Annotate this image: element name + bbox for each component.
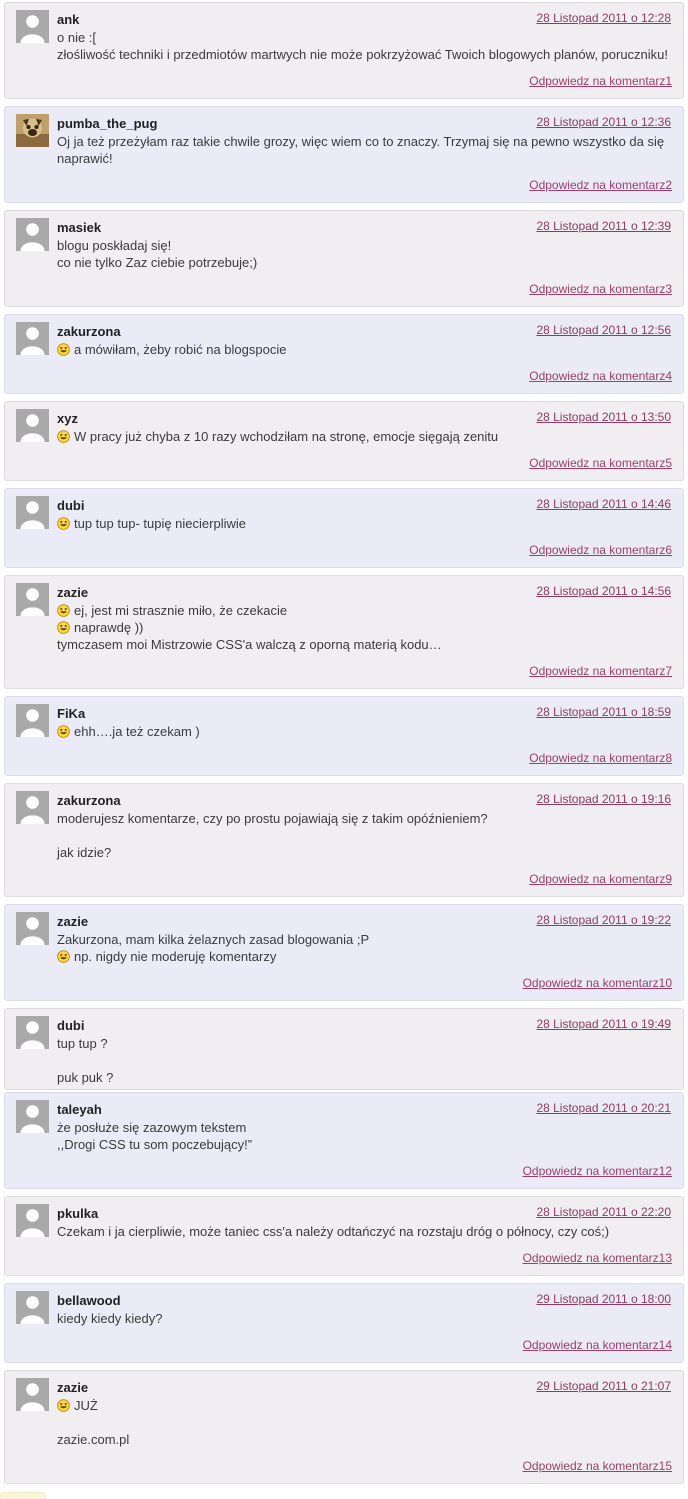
reply-link[interactable]: Odpowiedz na komentarz2 bbox=[529, 178, 672, 192]
person-silhouette-icon bbox=[16, 1016, 49, 1049]
comment bbox=[4, 106, 684, 203]
comment-author: zazie bbox=[57, 585, 89, 600]
comment bbox=[4, 488, 684, 568]
comment-author: pumba_the_pug bbox=[57, 116, 158, 131]
comment-author: pkulka bbox=[57, 1206, 99, 1221]
avatar bbox=[16, 322, 49, 355]
comment-date-link[interactable]: 28 Listopad 2011 o 20:21 bbox=[536, 1101, 671, 1115]
comment-line bbox=[57, 827, 672, 844]
pug-avatar-image bbox=[16, 114, 49, 147]
comment-line-text: Oj ja też przeżyłam raz takie chwile grozy, więc wiem co to znaczy. Trzymaj się na pewno wszystko da się naprawić! bbox=[57, 134, 665, 166]
comment-line bbox=[57, 254, 672, 271]
comment-line bbox=[57, 237, 672, 254]
smiley-icon bbox=[57, 343, 70, 356]
comment-line-text: tup tup ? bbox=[57, 1036, 108, 1051]
comment-line bbox=[57, 723, 672, 740]
avatar bbox=[16, 10, 49, 43]
comment-body bbox=[57, 723, 672, 740]
reply-link[interactable]: Odpowiedz na komentarz8 bbox=[529, 751, 672, 765]
comment-line bbox=[57, 1119, 672, 1136]
comment-line-text: jak idzie? bbox=[57, 845, 112, 860]
avatar bbox=[16, 704, 49, 737]
comment-author: zazie bbox=[57, 1380, 89, 1395]
smiley-icon bbox=[57, 1399, 70, 1412]
comment-author: taleyah bbox=[57, 1102, 102, 1117]
reply-row bbox=[16, 1162, 672, 1180]
smiley-icon bbox=[57, 621, 70, 634]
comment-author: dubi bbox=[57, 1018, 85, 1033]
comment-line-text: zazie.com.pl bbox=[57, 1432, 130, 1447]
comment-body bbox=[57, 1119, 672, 1153]
person-silhouette-icon bbox=[16, 409, 49, 442]
reply-link[interactable]: Odpowiedz na komentarz3 bbox=[529, 282, 672, 296]
comment-line-text: Zakurzona, mam kilka żelaznych zasad blogowania ;P bbox=[57, 932, 370, 947]
comment-date-link[interactable]: 28 Listopad 2011 o 13:50 bbox=[536, 410, 671, 424]
comment bbox=[4, 401, 684, 481]
reply-link[interactable]: Odpowiedz na komentarz15 bbox=[522, 1459, 672, 1473]
comment-author: FiKa bbox=[57, 706, 86, 721]
person-silhouette-icon bbox=[16, 704, 49, 737]
reply-link[interactable]: Odpowiedz na komentarz13 bbox=[522, 1251, 672, 1265]
comment bbox=[4, 783, 684, 897]
comment-body bbox=[57, 602, 672, 653]
comment-line bbox=[57, 1069, 672, 1086]
comment-line bbox=[57, 1223, 672, 1240]
comment-body bbox=[57, 1397, 672, 1448]
reply-link[interactable]: Odpowiedz na komentarz10 bbox=[522, 976, 672, 990]
reply-link[interactable]: Odpowiedz na komentarz6 bbox=[529, 543, 672, 557]
reply-link[interactable]: Odpowiedz na komentarz9 bbox=[529, 872, 672, 886]
reply-row bbox=[16, 974, 672, 992]
reply-link[interactable]: Odpowiedz na komentarz1 bbox=[529, 74, 672, 88]
comment-body bbox=[57, 1223, 672, 1240]
comment-line-text: ,,Drogi CSS tu som poczebujący!” bbox=[57, 1137, 253, 1152]
person-silhouette-icon bbox=[16, 583, 49, 616]
comment-date-link[interactable]: 28 Listopad 2011 o 14:46 bbox=[536, 497, 671, 511]
comment-line-text: o nie :[ bbox=[57, 30, 97, 45]
comment-line-text: blogu poskładaj się! bbox=[57, 238, 172, 253]
reply-row bbox=[16, 1249, 672, 1267]
comment-line-text: a mówiłam, żeby robić na blogspocie bbox=[74, 342, 287, 357]
comment-line-text: puk puk ? bbox=[57, 1070, 114, 1085]
comment-date-link[interactable]: 28 Listopad 2011 o 18:59 bbox=[536, 705, 671, 719]
comment-line-text: naprawdę )) bbox=[74, 620, 144, 635]
comment-date-link[interactable]: 29 Listopad 2011 o 21:07 bbox=[536, 1379, 671, 1393]
comment-date-link[interactable]: 28 Listopad 2011 o 22:20 bbox=[536, 1205, 671, 1219]
comment-line bbox=[57, 844, 672, 861]
comment-body bbox=[57, 29, 672, 63]
avatar bbox=[16, 1378, 49, 1411]
person-silhouette-icon bbox=[16, 218, 49, 251]
reply-row bbox=[16, 1457, 672, 1475]
comment-author: zakurzona bbox=[57, 793, 121, 808]
comment-line-text: tymczasem moi Mistrzowie CSS'a walczą z oporną materią kodu… bbox=[57, 637, 442, 652]
comment-author: zazie bbox=[57, 914, 89, 929]
comment-author: dubi bbox=[57, 498, 85, 513]
comment-line-text: ehh….ja też czekam ) bbox=[74, 724, 200, 739]
comment-line-text: W pracy już chyba z 10 razy wchodziłam na stronę, emocje sięgają zenitu bbox=[74, 429, 499, 444]
comment bbox=[4, 696, 684, 776]
comment-line bbox=[57, 29, 672, 46]
comment-author: bellawood bbox=[57, 1293, 121, 1308]
person-silhouette-icon bbox=[16, 1291, 49, 1324]
reply-row bbox=[16, 749, 672, 767]
comment-date-link[interactable]: 28 Listopad 2011 o 12:36 bbox=[536, 115, 671, 129]
avatar bbox=[16, 1291, 49, 1324]
comment-line-text: że posłuże się zazowym tekstem bbox=[57, 1120, 247, 1135]
comment-date-link[interactable]: 28 Listopad 2011 o 19:49 bbox=[536, 1017, 671, 1031]
reply-row bbox=[16, 541, 672, 559]
comment-line bbox=[57, 515, 672, 532]
avatar bbox=[16, 1016, 49, 1049]
comment-line bbox=[57, 636, 672, 653]
smiley-icon bbox=[57, 604, 70, 617]
reply-row bbox=[16, 662, 672, 680]
comment-line-text: tup tup tup- tupię niecierpliwie bbox=[74, 516, 246, 531]
comment bbox=[4, 210, 684, 307]
comment-line-text: moderujesz komentarze, czy po prostu pojawiają się z takim opóźnieniem? bbox=[57, 811, 488, 826]
comment-author: ank bbox=[57, 12, 80, 27]
comment-body bbox=[57, 515, 672, 532]
reply-link[interactable]: Odpowiedz na komentarz5 bbox=[529, 456, 672, 470]
comment-line bbox=[57, 1310, 672, 1327]
smiley-icon bbox=[57, 430, 70, 443]
reply-link[interactable]: Odpowiedz na komentarz7 bbox=[529, 664, 672, 678]
comment-body bbox=[57, 133, 672, 167]
comment bbox=[4, 1196, 684, 1276]
comment-line bbox=[57, 602, 672, 619]
comment-line-text: co nie tylko Zaz ciebie potrzebuje;) bbox=[57, 255, 258, 270]
comment-line bbox=[57, 341, 672, 358]
comment bbox=[4, 1092, 684, 1189]
partial-next-element bbox=[0, 1492, 46, 1499]
comment bbox=[4, 1370, 684, 1484]
comment bbox=[4, 2, 684, 99]
comment-author: xyz bbox=[57, 411, 78, 426]
comment-date-link[interactable]: 28 Listopad 2011 o 19:22 bbox=[536, 913, 671, 927]
person-silhouette-icon bbox=[16, 1204, 49, 1237]
comment bbox=[4, 1008, 684, 1090]
avatar bbox=[16, 1204, 49, 1237]
comment-date-link[interactable]: 29 Listopad 2011 o 18:00 bbox=[536, 1292, 671, 1306]
comment-line bbox=[57, 133, 672, 167]
comment-body bbox=[57, 237, 672, 271]
comment-date-link[interactable]: 28 Listopad 2011 o 12:39 bbox=[536, 219, 671, 233]
avatar bbox=[16, 496, 49, 529]
person-silhouette-icon bbox=[16, 1378, 49, 1411]
comment-line bbox=[57, 46, 672, 63]
smiley-icon bbox=[57, 950, 70, 963]
comment-line bbox=[57, 1136, 672, 1153]
comment-body bbox=[57, 341, 672, 358]
comment-date-link[interactable]: 28 Listopad 2011 o 12:56 bbox=[536, 323, 671, 337]
comment-line-text: ej, jest mi strasznie miło, że czekacie bbox=[74, 603, 288, 618]
comment-line bbox=[57, 931, 672, 948]
comment-line bbox=[57, 1397, 672, 1414]
comment-body bbox=[57, 1310, 672, 1327]
comment-line bbox=[57, 1035, 672, 1052]
avatar bbox=[16, 912, 49, 945]
comment-line bbox=[57, 810, 672, 827]
reply-row bbox=[16, 72, 672, 90]
person-silhouette-icon bbox=[16, 791, 49, 824]
smiley-icon bbox=[57, 517, 70, 530]
comment-body bbox=[57, 810, 672, 861]
reply-link[interactable]: Odpowiedz na komentarz12 bbox=[522, 1164, 672, 1178]
comment bbox=[4, 1283, 684, 1363]
comment bbox=[4, 575, 684, 689]
person-silhouette-icon bbox=[16, 322, 49, 355]
comment-line bbox=[57, 1414, 672, 1431]
comment-line bbox=[57, 428, 672, 445]
comment-line bbox=[57, 619, 672, 636]
person-silhouette-icon bbox=[16, 10, 49, 43]
comment-author: masiek bbox=[57, 220, 102, 235]
comment-date-link[interactable]: 28 Listopad 2011 o 19:16 bbox=[536, 792, 671, 806]
comment-body bbox=[57, 931, 672, 965]
reply-link[interactable]: Odpowiedz na komentarz4 bbox=[529, 369, 672, 383]
comment-line-text: kiedy kiedy kiedy? bbox=[57, 1311, 163, 1326]
reply-row bbox=[16, 176, 672, 194]
comment-body bbox=[57, 428, 672, 445]
avatar bbox=[16, 1100, 49, 1133]
avatar bbox=[16, 218, 49, 251]
comment-date-link[interactable]: 28 Listopad 2011 o 12:28 bbox=[536, 11, 671, 25]
comment-line bbox=[57, 1052, 672, 1069]
reply-row bbox=[16, 454, 672, 472]
comment-line-text: Czekam i ja cierpliwie, może taniec css'a należy odtańczyć na rozstaju dróg o północy, czy coś;) bbox=[57, 1224, 610, 1239]
reply-row bbox=[16, 1336, 672, 1354]
comment-list bbox=[0, 2, 688, 1484]
comment-line-text: np. nigdy nie moderuję komentarzy bbox=[74, 949, 277, 964]
comment-line-text: złośliwość techniki i przedmiotów martwych nie może pokrzyżować Twoich blogowych planów, poruczniku! bbox=[57, 47, 669, 62]
comment-body bbox=[57, 1035, 672, 1086]
avatar bbox=[16, 791, 49, 824]
person-silhouette-icon bbox=[16, 496, 49, 529]
reply-row bbox=[16, 870, 672, 888]
comment-author: zakurzona bbox=[57, 324, 121, 339]
avatar bbox=[16, 409, 49, 442]
reply-row bbox=[16, 367, 672, 385]
comment-line bbox=[57, 1431, 672, 1448]
comment-line-text: JUŻ bbox=[74, 1398, 98, 1413]
person-silhouette-icon bbox=[16, 1100, 49, 1133]
comment-date-link[interactable]: 28 Listopad 2011 o 14:56 bbox=[536, 584, 671, 598]
avatar bbox=[16, 114, 49, 147]
reply-link[interactable]: Odpowiedz na komentarz14 bbox=[522, 1338, 672, 1352]
person-silhouette-icon bbox=[16, 912, 49, 945]
avatar bbox=[16, 583, 49, 616]
comment bbox=[4, 314, 684, 394]
smiley-icon bbox=[57, 725, 70, 738]
reply-row bbox=[16, 280, 672, 298]
comment-line bbox=[57, 948, 672, 965]
comment bbox=[4, 904, 684, 1001]
